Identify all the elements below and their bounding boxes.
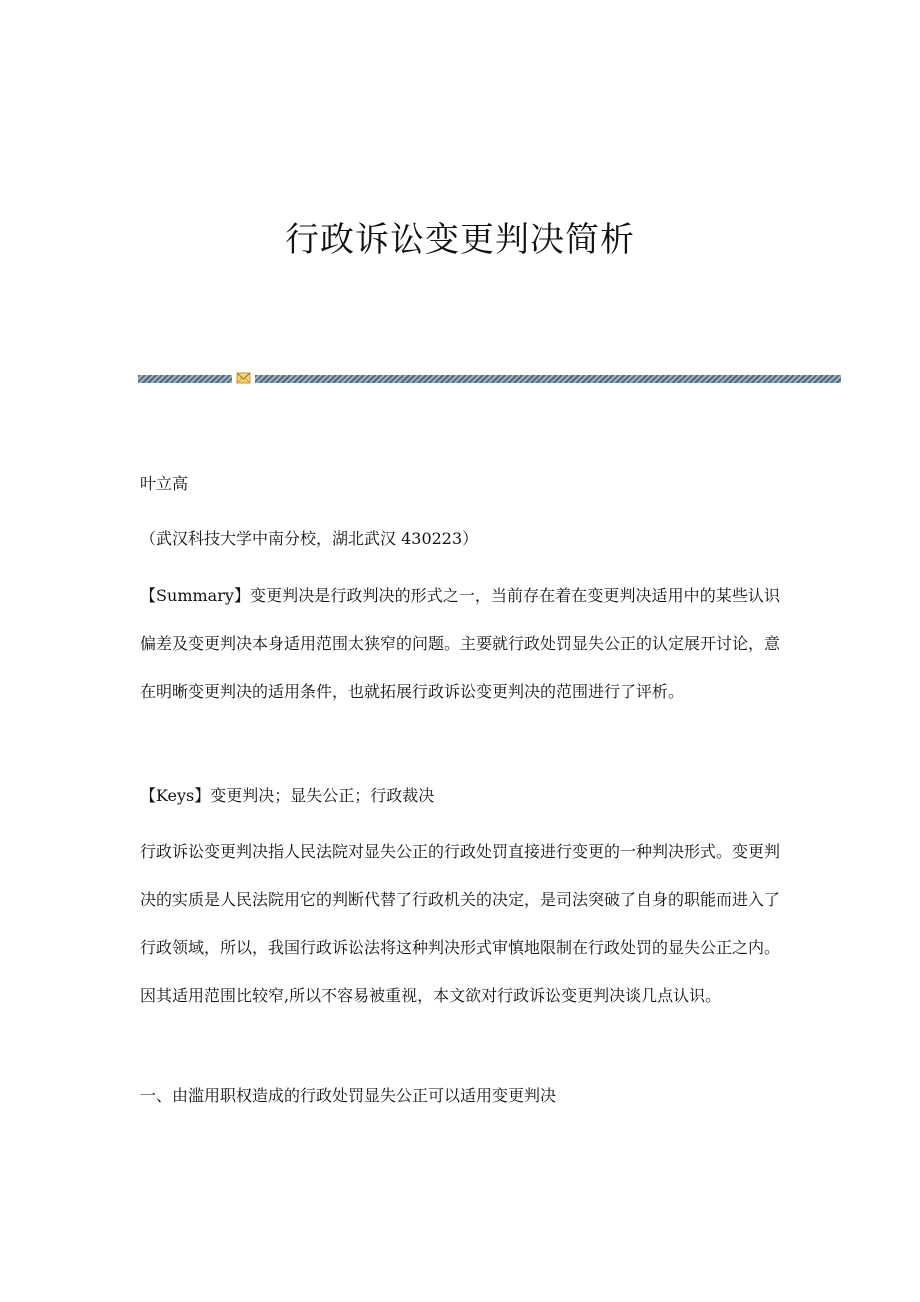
divider-bar-left: [138, 375, 232, 383]
summary-text: 变更判决是行政判决的形式之一，当前存在着在变更判决适用中的某些认识偏差及变更判决本身适用范围太狭窄的问题。主要就行政处罚显失公正的认定展开讨论，意在明晰变更判决的适用条件，也就拓展行政诉讼变更判决的范围进行了评析。: [140, 586, 781, 701]
summary-label: 【Summary】: [140, 586, 251, 605]
keywords-label: 【Keys】: [140, 786, 211, 805]
author-name: 叶立高: [140, 474, 189, 493]
document-title: 行政诉讼变更判决简析: [285, 220, 635, 260]
keywords-paragraph: [140, 772, 780, 820]
section-heading: 一、由滥用职权造成的行政处罚显失公正可以适用变更判决: [140, 1086, 557, 1105]
summary-paragraph: [140, 572, 780, 716]
intro-paragraph: 行政诉讼变更判决指人民法院对显失公正的行政处罚直接进行变更的一种判决形式。变更判决的实质是人民法院用它的判断代替了行政机关的决定，是司法突破了自身的职能而进入了行政领域，所以，我国行政诉讼法将这种判决形式审慎地限制在行政处罚的显失公正之内。因其适用范围比较窄,所以不容易被重视，本文欲对行政诉讼变更判决谈几点认识。: [140, 842, 781, 1005]
divider-bar-right: [255, 375, 841, 383]
author-affiliation: （武汉科技大学中南分校，湖北武汉 430223）: [140, 529, 479, 548]
envelope-icon: [236, 371, 251, 385]
title-divider: [138, 375, 841, 383]
keywords-text: 变更判决；显失公正；行政裁决: [210, 786, 435, 805]
